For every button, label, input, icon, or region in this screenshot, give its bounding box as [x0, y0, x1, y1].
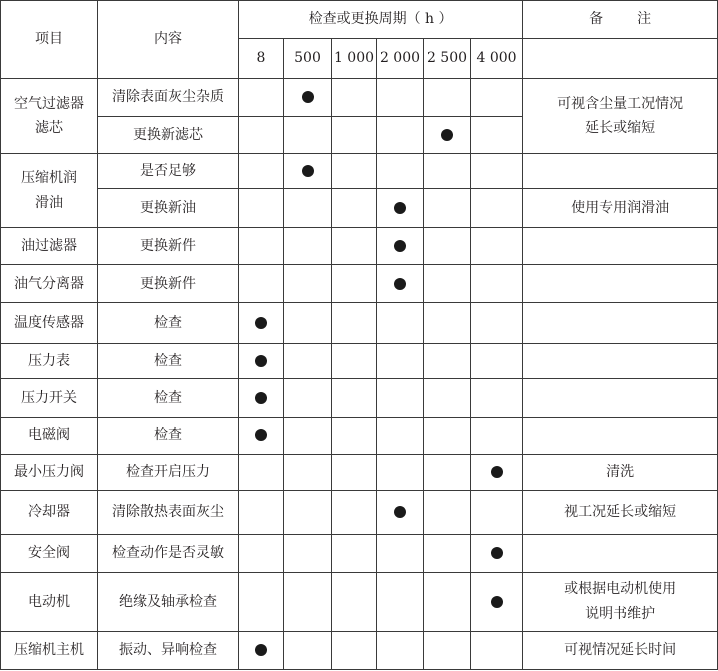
content-cell: 振动、异响检查 [98, 631, 239, 669]
table-row [1, 534, 718, 572]
interval-cell [471, 534, 523, 572]
interval-cell [332, 79, 377, 117]
interval-cell [471, 117, 523, 154]
item-cell [1, 344, 98, 379]
interval-cell [284, 572, 332, 631]
interval-cell [284, 631, 332, 669]
table-body [1, 79, 718, 670]
remark-text: 可视情况延长时间 [564, 642, 677, 659]
interval-header: 2 500 [424, 39, 471, 79]
check-dot-icon [491, 547, 503, 559]
content-cell: 是否足够 [98, 154, 239, 189]
check-dot-icon [491, 596, 503, 608]
check-dot-icon [394, 240, 406, 252]
table-row [1, 379, 718, 417]
item-cell [1, 490, 98, 534]
check-dot-icon [302, 165, 314, 177]
item-text: 安全阀 [28, 544, 70, 561]
interval-cell [239, 79, 284, 117]
interval-cell [239, 117, 284, 154]
item-text: 滑油 [35, 194, 63, 211]
header-remark: 备 注 [523, 1, 718, 39]
check-dot-icon [255, 355, 267, 367]
interval-cell [424, 379, 471, 417]
interval-cell [377, 189, 424, 228]
interval-cell [284, 490, 332, 534]
item-text: 电磁阀 [28, 427, 70, 444]
interval-cell [332, 379, 377, 417]
interval-cell [377, 490, 424, 534]
interval-cell [471, 490, 523, 534]
interval-cell [239, 379, 284, 417]
remark-text: 使用专用润滑油 [571, 199, 670, 216]
interval-cell [239, 189, 284, 228]
content-cell: 检查 [98, 303, 239, 344]
table-row [1, 490, 718, 534]
interval-cell [471, 572, 523, 631]
item-cell [1, 454, 98, 490]
item-cell [1, 228, 98, 265]
interval-cell [284, 454, 332, 490]
interval-header: 1 000 [332, 39, 377, 79]
interval-cell [239, 303, 284, 344]
table-header [1, 1, 718, 79]
interval-cell [377, 534, 424, 572]
remark-cell [523, 228, 718, 265]
interval-cell [471, 79, 523, 117]
interval-cell [239, 265, 284, 303]
item-cell [1, 572, 98, 631]
interval-cell [471, 417, 523, 454]
interval-cell [239, 534, 284, 572]
remark-cell [523, 344, 718, 379]
check-dot-icon [255, 429, 267, 441]
remark-cell [523, 534, 718, 572]
remark-text: 清洗 [606, 463, 635, 480]
interval-cell [424, 228, 471, 265]
table-row [1, 189, 718, 228]
check-dot-icon [491, 466, 503, 478]
remark-text: 视工况延长或缩短 [564, 503, 677, 520]
interval-cell [284, 228, 332, 265]
interval-cell [332, 572, 377, 631]
interval-cell [424, 117, 471, 154]
interval-cell [284, 417, 332, 454]
item-text: 压力开关 [21, 389, 77, 406]
remark-subheader [523, 39, 718, 79]
item-text: 冷却器 [28, 503, 70, 520]
check-dot-icon [255, 317, 267, 329]
interval-cell [424, 631, 471, 669]
interval-cell [471, 265, 523, 303]
table-row [1, 303, 718, 344]
content-cell: 绝缘及轴承检查 [98, 572, 239, 631]
interval-cell [284, 154, 332, 189]
check-dot-icon [255, 392, 267, 404]
interval-cell [284, 303, 332, 344]
interval-cell [284, 344, 332, 379]
table-row [1, 454, 718, 490]
interval-cell [424, 189, 471, 228]
interval-cell [471, 228, 523, 265]
interval-cell [284, 379, 332, 417]
item-cell [1, 265, 98, 303]
remark-cell [523, 265, 718, 303]
remark-cell [523, 417, 718, 454]
remark-cell [523, 189, 718, 228]
interval-cell [424, 417, 471, 454]
interval-cell [377, 379, 424, 417]
interval-cell [239, 417, 284, 454]
item-text: 温度传感器 [14, 315, 84, 332]
interval-cell [424, 265, 471, 303]
item-cell [1, 631, 98, 669]
item-text: 电动机 [28, 593, 70, 610]
interval-cell [471, 631, 523, 669]
interval-cell [377, 154, 424, 189]
interval-cell [332, 490, 377, 534]
interval-cell [239, 631, 284, 669]
content-cell: 检查 [98, 417, 239, 454]
item-text: 空气过滤器 [14, 95, 84, 112]
remark-cell [523, 303, 718, 344]
table-row [1, 572, 718, 631]
remark-cell [523, 572, 718, 631]
remark-text: 可视含尘量工况情况 [557, 95, 684, 112]
item-cell [1, 417, 98, 454]
interval-cell [377, 303, 424, 344]
check-dot-icon [394, 202, 406, 214]
interval-cell [239, 154, 284, 189]
item-cell [1, 303, 98, 344]
item-cell [1, 534, 98, 572]
item-text: 压缩机主机 [14, 642, 84, 659]
interval-cell [424, 534, 471, 572]
interval-header: 2 000 [377, 39, 424, 79]
interval-cell [377, 417, 424, 454]
interval-header: 8 [239, 39, 284, 79]
interval-cell [284, 117, 332, 154]
item-text: 最小压力阀 [14, 463, 84, 480]
interval-cell [332, 454, 377, 490]
content-cell: 检查开启压力 [98, 454, 239, 490]
interval-cell [424, 572, 471, 631]
interval-cell [332, 189, 377, 228]
interval-cell [471, 154, 523, 189]
table-row [1, 344, 718, 379]
interval-cell [332, 417, 377, 454]
interval-cell [332, 265, 377, 303]
content-cell: 清除散热表面灰尘 [98, 490, 239, 534]
content-cell: 检查动作是否灵敏 [98, 534, 239, 572]
interval-cell [284, 79, 332, 117]
remark-text: 说明书维护 [585, 605, 656, 622]
interval-cell [332, 117, 377, 154]
interval-cell [284, 534, 332, 572]
remark-cell [523, 379, 718, 417]
content-cell: 检查 [98, 379, 239, 417]
interval-cell [424, 303, 471, 344]
item-cell [1, 154, 98, 228]
interval-cell [377, 79, 424, 117]
remark-cell [523, 490, 718, 534]
interval-cell [239, 344, 284, 379]
interval-cell [424, 154, 471, 189]
interval-cell [332, 534, 377, 572]
remark-cell [523, 79, 718, 154]
content-cell: 检查 [98, 344, 239, 379]
table-row [1, 417, 718, 454]
item-cell [1, 79, 98, 154]
check-dot-icon [441, 129, 453, 141]
interval-cell [424, 454, 471, 490]
interval-cell [377, 454, 424, 490]
item-text: 油气分离器 [14, 275, 84, 292]
item-text: 压力表 [28, 353, 70, 370]
check-dot-icon [302, 91, 314, 103]
interval-cell [424, 344, 471, 379]
check-dot-icon [255, 644, 267, 656]
remark-cell [523, 454, 718, 490]
interval-cell [424, 490, 471, 534]
interval-cell [239, 228, 284, 265]
table-row [1, 228, 718, 265]
check-dot-icon [394, 278, 406, 290]
interval-header: 500 [284, 39, 332, 79]
header-content: 内容 [98, 1, 239, 79]
table-row [1, 79, 718, 117]
interval-cell [377, 117, 424, 154]
table-row [1, 631, 718, 669]
remark-cell [523, 154, 718, 189]
interval-cell [471, 454, 523, 490]
item-cell [1, 379, 98, 417]
content-cell: 更换新滤芯 [98, 117, 239, 154]
content-cell: 更换新油 [98, 189, 239, 228]
interval-header: 4 000 [471, 39, 523, 79]
table-row [1, 154, 718, 189]
interval-cell [471, 303, 523, 344]
interval-cell [471, 189, 523, 228]
interval-cell [377, 265, 424, 303]
item-text: 压缩机润 [21, 170, 77, 187]
header-item: 项目 [1, 1, 98, 79]
interval-cell [377, 228, 424, 265]
interval-cell [471, 344, 523, 379]
interval-cell [239, 572, 284, 631]
content-cell: 更换新件 [98, 265, 239, 303]
interval-cell [332, 344, 377, 379]
interval-cell [424, 79, 471, 117]
interval-cell [377, 572, 424, 631]
item-text: 油过滤器 [21, 238, 77, 255]
item-text: 滤芯 [35, 120, 63, 137]
table-row [1, 265, 718, 303]
interval-cell [471, 379, 523, 417]
interval-cell [332, 631, 377, 669]
interval-cell [377, 344, 424, 379]
interval-cell [332, 154, 377, 189]
remark-text: 或根据电动机使用 [564, 581, 677, 598]
interval-cell [284, 265, 332, 303]
interval-cell [284, 189, 332, 228]
content-cell: 更换新件 [98, 228, 239, 265]
content-cell: 清除表面灰尘杂质 [98, 79, 239, 117]
header-period: 检查或更换周期（ h ） [239, 1, 523, 39]
interval-cell [377, 631, 424, 669]
remark-cell [523, 631, 718, 669]
check-dot-icon [394, 506, 406, 518]
remark-text: 延长或缩短 [585, 120, 656, 137]
interval-cell [332, 303, 377, 344]
interval-cell [239, 454, 284, 490]
interval-cell [332, 228, 377, 265]
interval-cell [239, 490, 284, 534]
